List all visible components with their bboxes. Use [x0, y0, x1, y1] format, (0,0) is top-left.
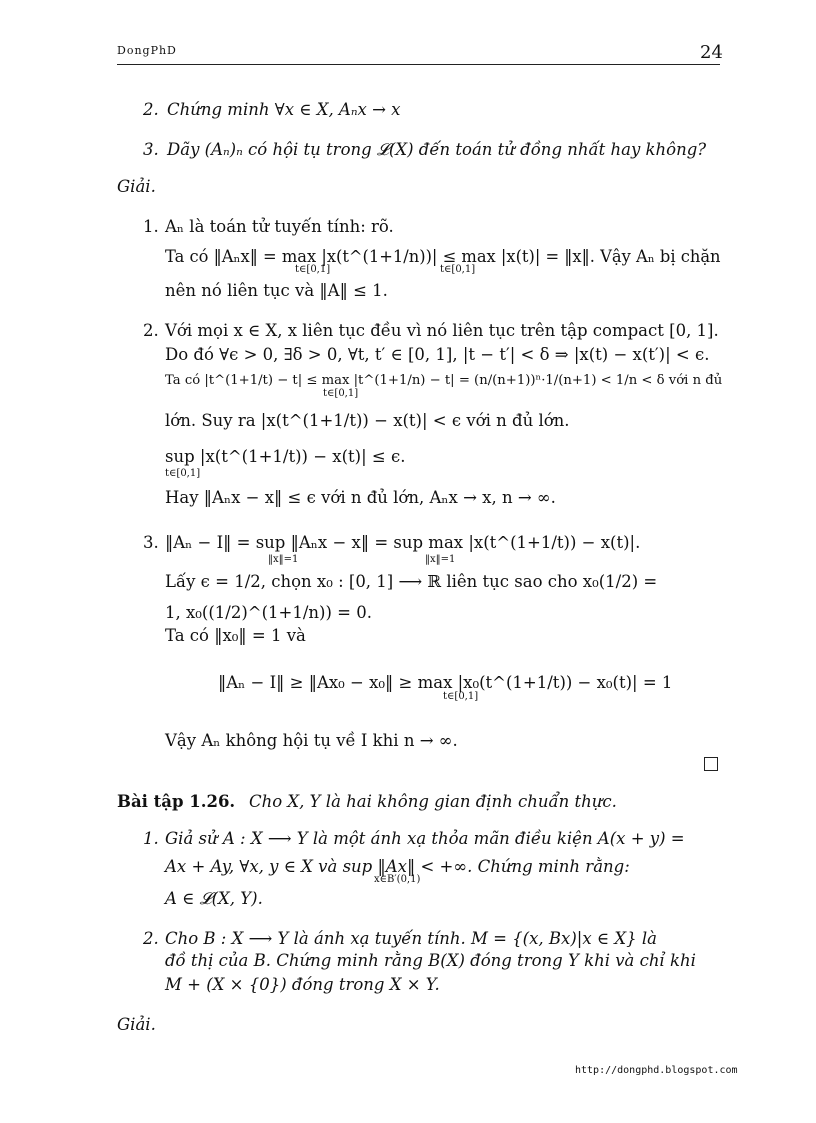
solution-line: Ta có ‖x₀‖ = 1 và	[165, 626, 306, 645]
exercise-item-number: 1.	[143, 829, 159, 848]
running-header-author: DongPhD	[117, 44, 177, 57]
solution-label: Giải.	[117, 1015, 156, 1034]
subscript: x∈B′(0,1)	[374, 874, 421, 885]
exercise-line: Giả sử A : X ⟶ Y là một ánh xạ thỏa mãn điều kiện A(x + y) =	[165, 829, 685, 848]
solution-line: ‖Aₙ − I‖ = sup ‖Aₙx − x‖ = sup max |x(t^(1+1/t)) − x(t)|.	[165, 533, 641, 552]
solution-line: Ta có ‖Aₙx‖ = max |x(t^(1+1/n))| ≤ max |x(t)| = ‖x‖. Vậy Aₙ bị chặn	[165, 247, 721, 266]
subscript: t∈[0,1]	[440, 264, 476, 275]
exercise-text: Cho X, Y là hai không gian định chuẩn thực.	[249, 792, 617, 811]
exercise-line: Ax + Ay, ∀x, y ∈ X và sup ‖Ax‖ < +∞. Chứng minh rằng:	[165, 857, 630, 876]
exercise-line: A ∈ 𝓛(X, Y).	[165, 889, 263, 908]
display-equation: ‖Aₙ − I‖ ≥ ‖Ax₀ − x₀‖ ≥ max |x₀(t^(1+1/t)) − x₀(t)| = 1	[218, 673, 673, 692]
solution-number: 1.	[143, 217, 159, 236]
solution-number: 2.	[143, 321, 159, 340]
solution-line: Với mọi x ∈ X, x liên tục đều vì nó liên tục trên tập compact [0, 1].	[165, 321, 719, 340]
subscript: t∈[0,1]	[165, 468, 201, 479]
solution-line: nên nó liên tục và ‖A‖ ≤ 1.	[165, 281, 388, 300]
footer-url[interactable]: http://dongphd.blogspot.com	[575, 1065, 738, 1076]
question-number: 3.	[143, 140, 159, 159]
solution-line: Vậy Aₙ không hội tụ về I khi n → ∞.	[165, 731, 458, 750]
subscript: ‖x‖=1	[425, 554, 456, 565]
solution-line: Hay ‖Aₙx − x‖ ≤ ϵ với n đủ lớn, Aₙx → x, n → ∞.	[165, 488, 556, 507]
subscript: t∈[0,1]	[443, 691, 479, 702]
solution-line: Do đó ∀ϵ > 0, ∃δ > 0, ∀t, t′ ∈ [0, 1], |t − t′| < δ ⇒ |x(t) − x(t′)| < ϵ.	[165, 345, 710, 364]
question-text: Chứng minh ∀x ∈ X, Aₙx → x	[167, 100, 401, 119]
solution-line: Ta có |t^(1+1/t) − t| ≤ max |t^(1+1/n) − t| = (n/(n+1))ⁿ·1/(n+1) < 1/n < δ với n đủ	[165, 373, 723, 388]
question-text: Dãy (Aₙ)ₙ có hội tụ trong 𝓛(X) đến toán tử đồng nhất hay không?	[167, 140, 707, 159]
exercise-line: M + (X × {0}) đóng trong X × Y.	[165, 975, 440, 994]
solution-line: Lấy ϵ = 1/2, chọn x₀ : [0, 1] ⟶ ℝ liên tục sao cho x₀(1/2) =	[165, 572, 658, 591]
exercise-item-number: 2.	[143, 929, 159, 948]
solution-line: 1, x₀((1/2)^(1+1/n)) = 0.	[165, 603, 372, 622]
solution-line: sup |x(t^(1+1/t)) − x(t)| ≤ ϵ.	[165, 447, 406, 466]
solution-line: lớn. Suy ra |x(t^(1+1/t)) − x(t)| < ϵ với n đủ lớn.	[165, 411, 570, 430]
solution-number: 3.	[143, 533, 159, 552]
page-number: 24	[700, 42, 723, 63]
subscript: ‖x‖=1	[268, 554, 299, 565]
header-rule	[117, 64, 720, 65]
exercise-line: đồ thị của B. Chứng minh rằng B(X) đóng trong Y khi và chỉ khi	[165, 951, 696, 970]
exercise-line: Cho B : X ⟶ Y là ánh xạ tuyến tính. M = {(x, Bx)|x ∈ X} là	[165, 929, 657, 948]
solution-line: Aₙ là toán tử tuyến tính: rõ.	[165, 217, 394, 236]
qed-square-icon	[704, 757, 718, 771]
question-number: 2.	[143, 100, 159, 119]
exercise-label: Bài tập 1.26.	[117, 792, 236, 811]
solution-label: Giải.	[117, 177, 156, 196]
subscript: t∈[0,1]	[295, 264, 331, 275]
subscript: t∈[0,1]	[323, 388, 359, 399]
